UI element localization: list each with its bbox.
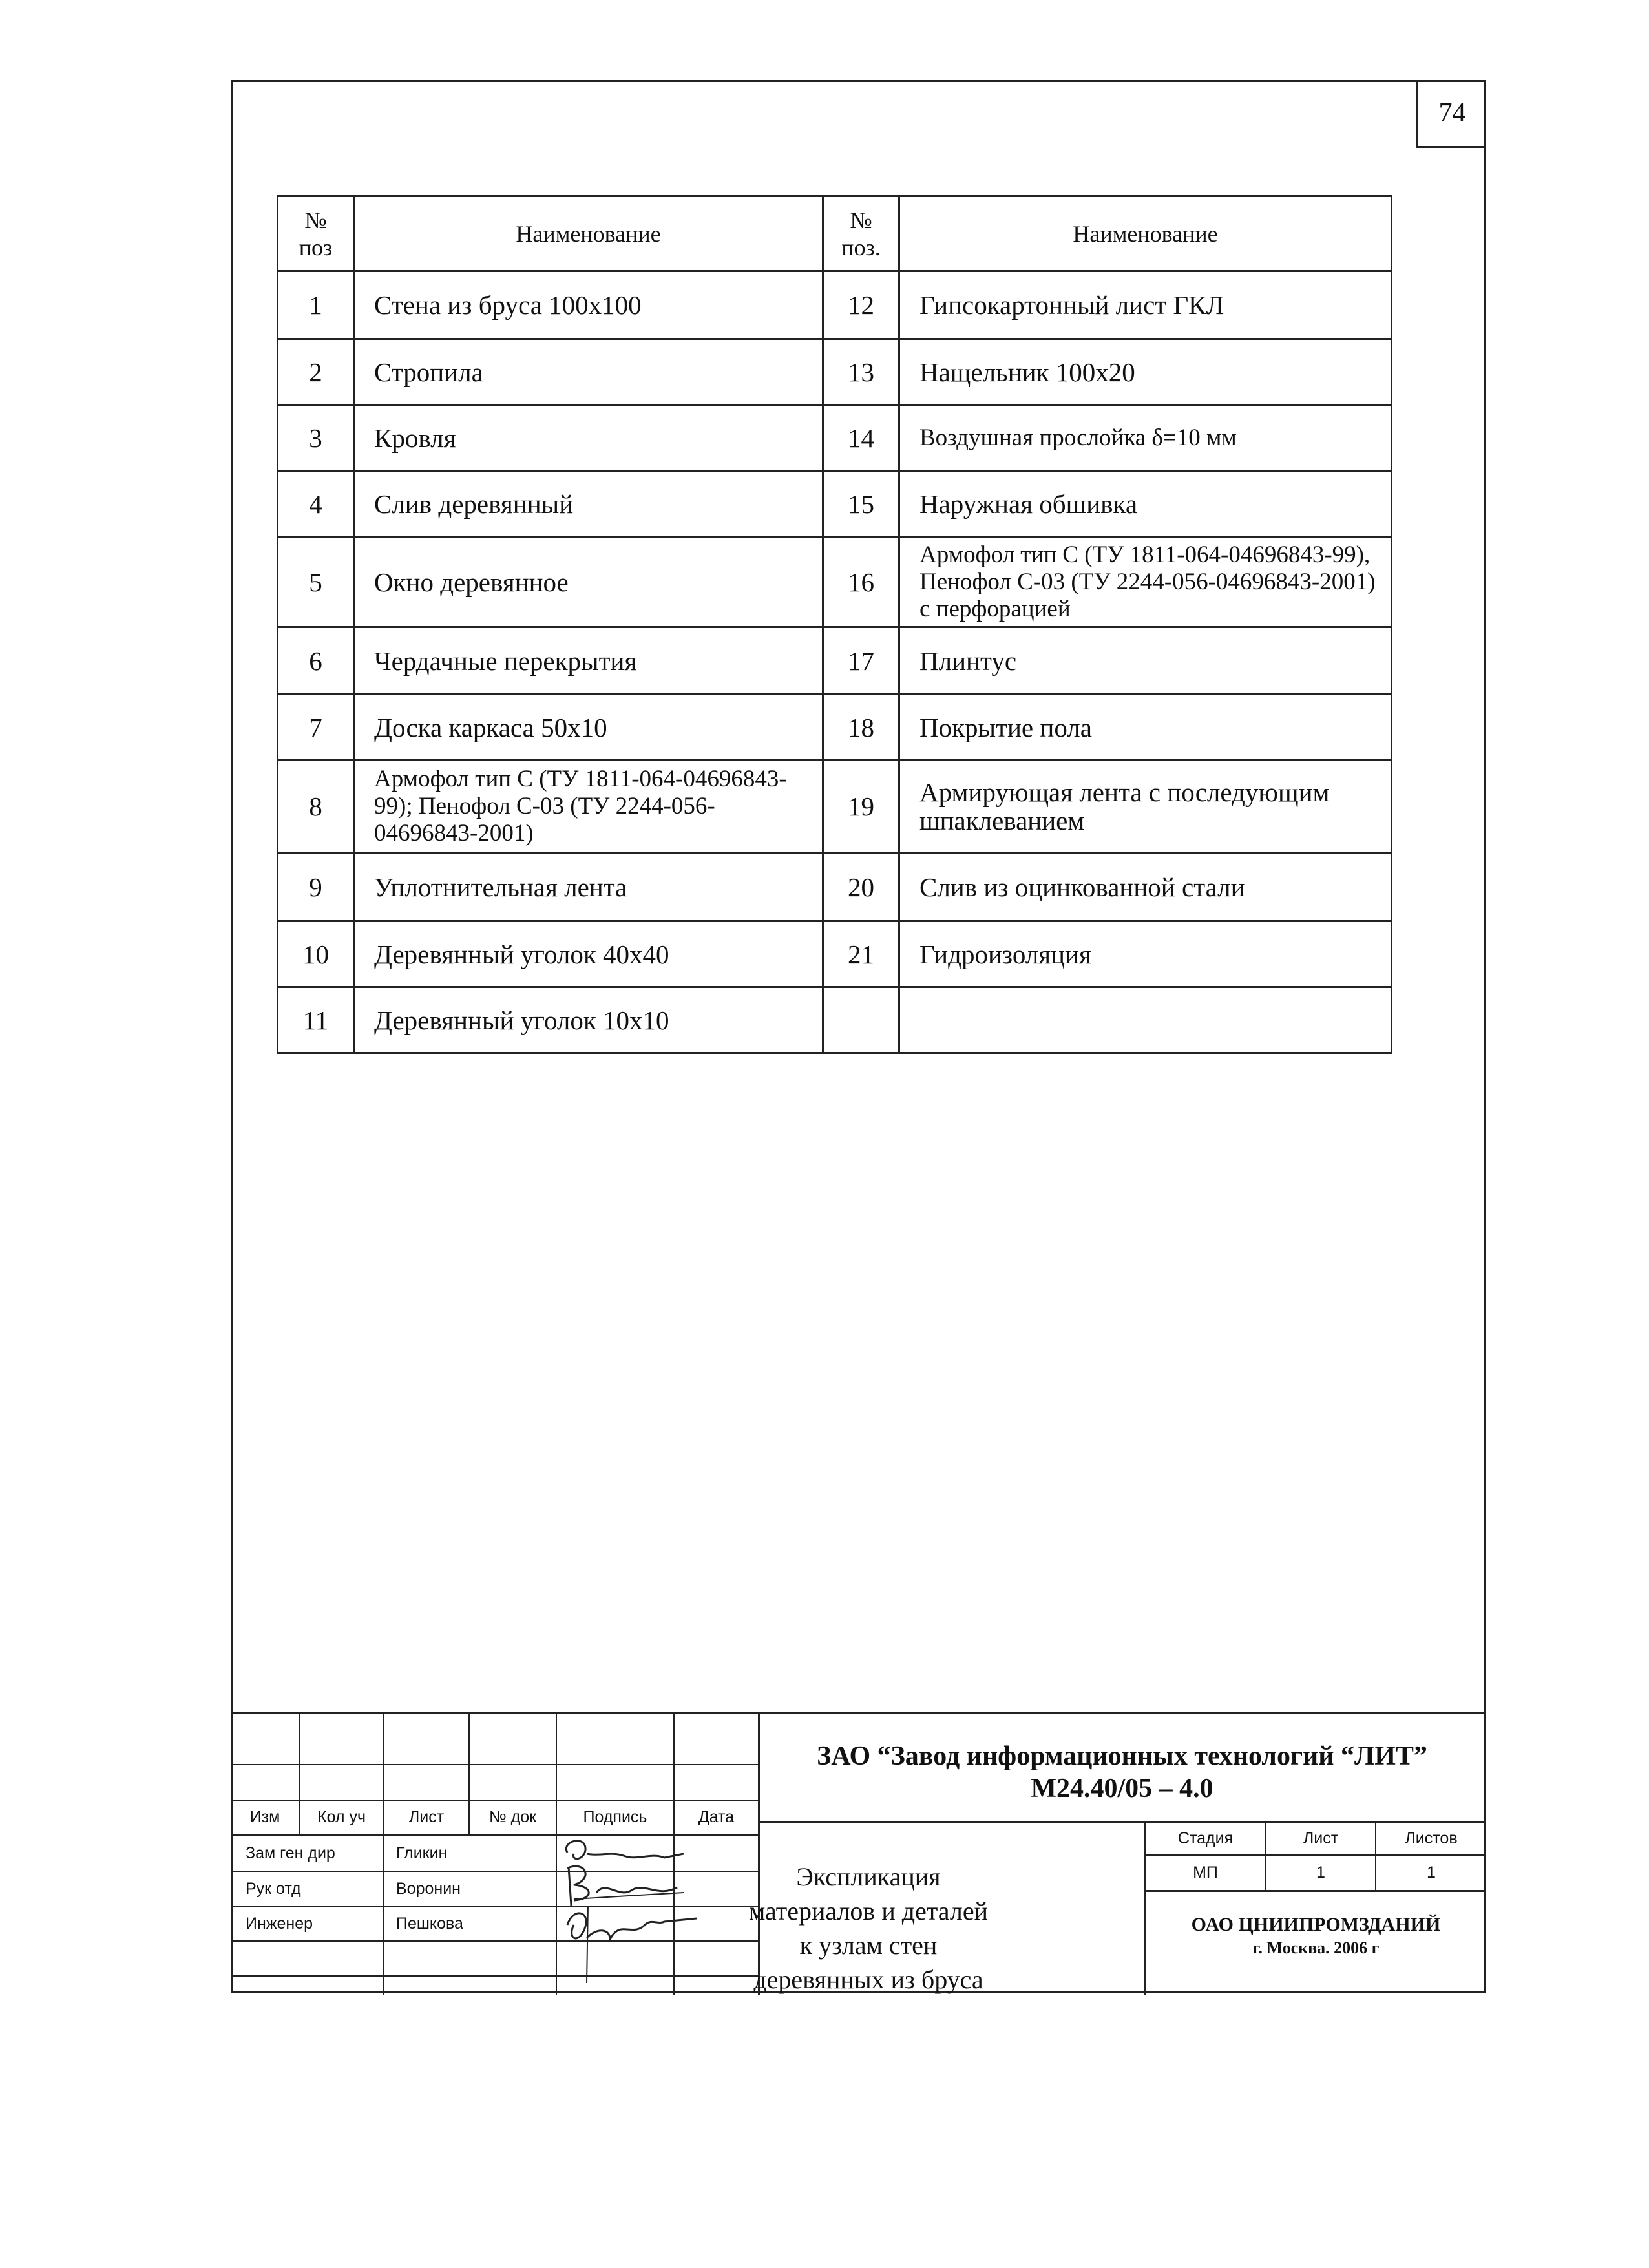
row-name-left: Армофол тип С (ТУ 1811-064-04696843-99); Пенофол С-03 (ТУ 2244-056-04696843-2001): [354, 761, 823, 853]
row-name-left: Стропила: [354, 339, 823, 405]
organization-header: [758, 1740, 1486, 1805]
document-code: М24.40/05 – 4.0: [1031, 1774, 1213, 1803]
table-row: [278, 471, 1392, 537]
row-number-left: 8: [278, 761, 354, 853]
table-row: [278, 271, 1392, 339]
row-number-right: 18: [823, 695, 899, 761]
row-number-right: 16: [823, 537, 899, 627]
page-number: 74: [1416, 80, 1486, 148]
row-name-left: Чердачные перекрытия: [354, 627, 823, 695]
organization-city-year: г. Москва. 2006 г: [1252, 1938, 1380, 1957]
header-right-name: Наименование: [899, 196, 1392, 271]
row-name-right: Покрытие пола: [899, 695, 1392, 761]
title-block: [231, 1712, 1486, 1993]
header-left-number: № поз: [278, 196, 354, 271]
row-name-left: Окно деревянное: [354, 537, 823, 627]
row-number-right: 17: [823, 627, 899, 695]
row-name-right: Наружная обшивка: [899, 471, 1392, 537]
row-number-left: 5: [278, 537, 354, 627]
row-name-left: Деревянный уголок 40х40: [354, 921, 823, 987]
row-number-left: 11: [278, 987, 354, 1053]
person-name: Пешкова: [396, 1915, 463, 1933]
role-label: Зам ген дир: [246, 1843, 335, 1862]
row-name-right: Гидроизоляция: [899, 921, 1392, 987]
role-label: Инженер: [246, 1915, 313, 1933]
organization-footer: [1146, 1913, 1486, 1960]
row-name-left: Слив деревянный: [354, 471, 823, 537]
header-left-name: Наименование: [354, 196, 823, 271]
row-number-left: 1: [278, 271, 354, 339]
col-list: Лист: [408, 1808, 445, 1826]
row-number-right: [823, 987, 899, 1053]
col-kol-uch: Кол уч: [317, 1808, 366, 1826]
row-name-left: Стена из бруса 100х100: [354, 271, 823, 339]
row-number-left: 2: [278, 339, 354, 405]
col-podpis: Подпись: [583, 1808, 647, 1826]
row-name-left: Уплотнительная лента: [354, 853, 823, 921]
header-right-number: № поз.: [823, 196, 899, 271]
row-name-right: Нащельник 100х20: [899, 339, 1392, 405]
row-number-right: 15: [823, 471, 899, 537]
sheet-label: Лист: [1303, 1829, 1339, 1847]
sheets-label: Листов: [1405, 1829, 1458, 1847]
table-row: [278, 339, 1392, 405]
row-number-right: 13: [823, 339, 899, 405]
row-number-left: 3: [278, 405, 354, 471]
role-label: Рук отд: [246, 1880, 301, 1898]
row-name-right: Гипсокартонный лист ГКЛ: [899, 271, 1392, 339]
row-name-right: Армофол тип С (ТУ 1811-064-04696843-99), Пенофол С-03 (ТУ 2244-056-04696843-2001) с перфорацией: [899, 537, 1392, 627]
row-number-right: 21: [823, 921, 899, 987]
row-number-right: 14: [823, 405, 899, 471]
row-name-right: Плинтус: [899, 627, 1392, 695]
stage-value: МП: [1193, 1864, 1218, 1882]
organization-title: ЗАО “Завод информационных технологий “ЛИТ”: [817, 1741, 1427, 1771]
row-number-right: 12: [823, 271, 899, 339]
person-name: Воронин: [396, 1880, 461, 1898]
row-name-right: Воздушная прослойка δ=10 мм: [899, 405, 1392, 471]
row-name-right: [899, 987, 1392, 1053]
row-number-left: 9: [278, 853, 354, 921]
sheets-value: 1: [1427, 1864, 1436, 1882]
table-header-row: [278, 196, 1392, 271]
col-izm: Изм: [249, 1808, 280, 1826]
table-row: [278, 987, 1392, 1053]
row-number-right: 19: [823, 761, 899, 853]
row-name-right: Армирующая лента с последующим шпаклеванием: [899, 761, 1392, 853]
table-row: [278, 537, 1392, 627]
specification-table: [277, 195, 1392, 1054]
table-row: [278, 761, 1392, 853]
row-number-right: 20: [823, 853, 899, 921]
table-row: [278, 695, 1392, 761]
sheet-value: 1: [1316, 1864, 1325, 1882]
row-name-left: Доска каркаса 50х10: [354, 695, 823, 761]
row-number-left: 7: [278, 695, 354, 761]
table-row: [278, 405, 1392, 471]
document-title: Экспликация материалов и деталей к узлам стен деревянных из бруса: [748, 1862, 989, 1994]
table-row: [278, 921, 1392, 987]
row-name-right: Слив из оцинкованной стали: [899, 853, 1392, 921]
row-number-left: 6: [278, 627, 354, 695]
person-name: Гликин: [396, 1843, 448, 1862]
row-number-left: 4: [278, 471, 354, 537]
row-number-left: 10: [278, 921, 354, 987]
organization-name: ОАО ЦНИИПРОМЗДАНИЙ: [1191, 1914, 1441, 1935]
col-data: Дата: [698, 1808, 735, 1826]
stage-label: Стадия: [1177, 1829, 1234, 1847]
table-row: [278, 627, 1392, 695]
col-n-dok: № док: [488, 1808, 537, 1826]
table-row: [278, 853, 1392, 921]
row-name-left: Кровля: [354, 405, 823, 471]
row-name-left: Деревянный уголок 10х10: [354, 987, 823, 1053]
signatures-image: [548, 1828, 703, 1990]
